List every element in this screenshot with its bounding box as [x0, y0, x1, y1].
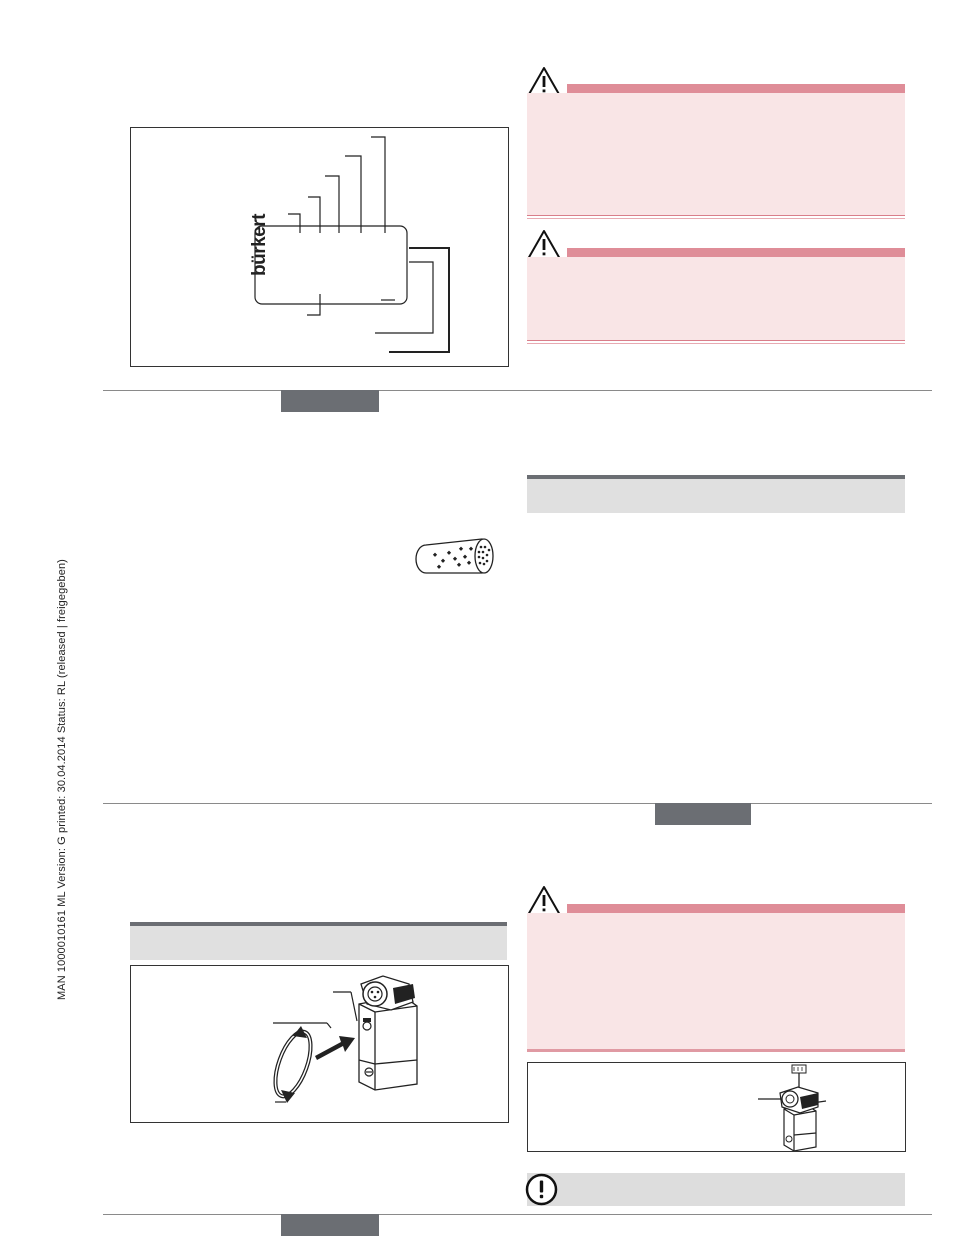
warning-divider: [527, 215, 905, 216]
section-divider: [103, 1214, 932, 1215]
nameplate-diagram: [131, 128, 508, 366]
section-divider: [103, 390, 932, 391]
section-header: [130, 922, 507, 960]
section-tab: [281, 1214, 379, 1236]
warning-divider: [527, 340, 905, 341]
section-tab: [281, 390, 379, 412]
warning-divider: [527, 343, 905, 344]
warning-body: [527, 93, 905, 215]
attention-note-bar: [527, 1173, 905, 1206]
document-status-text: MAN 1000010161 ML Version: G printed: 30.04.2014 Status: RL (released | freigegeben): [56, 559, 68, 1000]
valve-tool-figure: [527, 1062, 906, 1152]
brand-logo-text: bürkert: [249, 214, 270, 276]
filter-icon: [414, 533, 498, 579]
nameplate-figure: [130, 127, 509, 367]
warning-band: [567, 84, 905, 93]
warning-band: [567, 248, 905, 257]
section-header: [527, 475, 905, 513]
valve-rotation-figure: [130, 965, 509, 1123]
warning-body: [527, 913, 905, 1049]
valve-tool-diagram: [528, 1063, 905, 1151]
warning-body: [527, 257, 905, 340]
warning-divider: [527, 1049, 905, 1052]
section-divider: [103, 803, 932, 804]
warning-divider: [527, 218, 905, 219]
valve-rotation-diagram: [131, 966, 508, 1122]
warning-band: [567, 904, 905, 913]
section-tab: [655, 803, 751, 825]
exclamation-circle-icon: [525, 1173, 558, 1206]
brand-logo: [249, 206, 271, 276]
